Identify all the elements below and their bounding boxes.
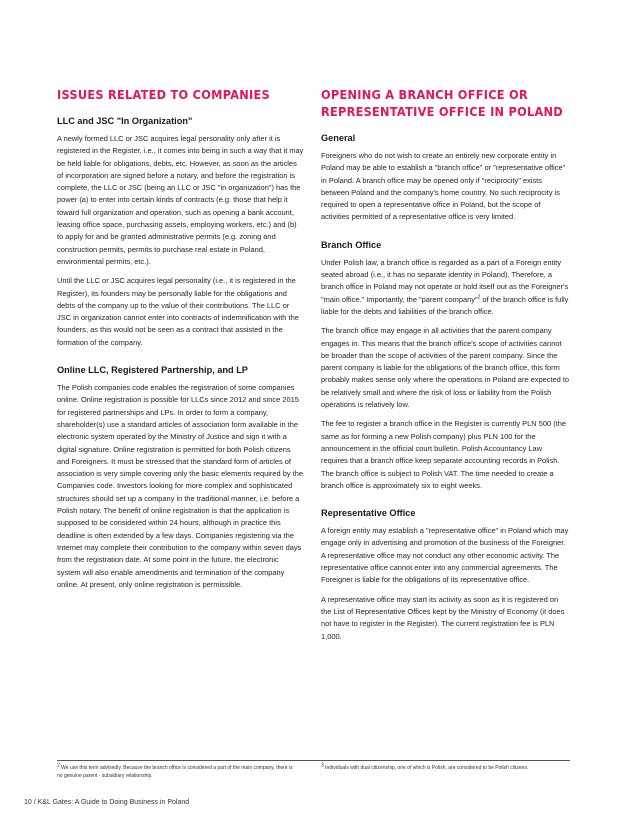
paragraph: Until the LLC or JSC acquires legal personality (i.e., it is registered in the Register), its founders may be personally liable for the obligations and debts of the company up to the value of their contributions. The LLC or JSC in organization cannot enter into contracts of indemnification with the founders, as this would not be seen as a contract that assisted in the formation of the company.: [57, 276, 299, 347]
footnote-right: [321, 762, 561, 773]
subheading-representative-office: Representative Office: [321, 508, 416, 519]
paragraph: [321, 257, 570, 318]
footnote-divider: [57, 760, 570, 761]
paragraph: The fee to register a branch office in the Register is currently PLN 500 (the same as for forming a new Polish company) plus PLN 100 for the announcement in the official court bulletin. Polish Accountancy Law requires that a branch office keep separate accounting records in Polish. The branch office is subject to Polish VAT. The time needed to create a branch office is approximately six to eight weeks.: [321, 419, 567, 490]
right-column: [321, 86, 570, 650]
footnote-number: 2: [57, 762, 60, 769]
paragraph: The Polish companies code enables the registration of some companies online. Online registration is possible for LLCs since 2012 and since 2015 for registered partnerships and LPs. In order to form a company, shareholder(s) use a standard articles of association form available in the electronic system operated by the Ministry of Justice and sign it with a digital signature. Online registration is permitted for both Polish citizens and Foreigners. It must be stressed that the standard form of articles of association is very simple covering only the basic elements required by the Companies code. Investors looking for more complex and sophisticated structures should set up a company in the traditional manner, i.e. before a Polish notary. The benefit of online registration is that the application is supposed to be considered within 24 hours, although in practice this deadline is often extended by a few days. Companies registering via the Internet may complete their contribution to the company within seven days from the registration date. At some point in the future, the electronic system will also enable amendments and termination of the company online. At present, only online registration is permissible.: [57, 383, 303, 589]
footnote-number: 3: [321, 762, 324, 769]
footnote-text: Individuals with dual citizenship, one of which is Polish, are considered to be Polish citizens.: [325, 765, 529, 771]
paragraph: Foreigners who do not wish to create an entirely new corporate entity in Poland may be able to establish a "branch office" or "representative office" in Poland. A branch office may be opened only if "reciprocity" exists between Poland and the company's home country. No such reciprocity is required to open a representative office in Poland, but the scope of activities permitted of a representative office is very limited.: [321, 151, 566, 222]
page-footer: 10 / K&L Gates: A Guide to Doing Business in Poland: [24, 799, 190, 806]
section-heading-branch-office: OPENING A BRANCH OFFICE OR REPRESENTATIVE OFFICE IN POLAND: [321, 87, 563, 119]
subheading-online-llc: Online LLC, Registered Partnership, and LP: [57, 365, 248, 376]
footnote-text: We use this term advisedly. Because the branch office is considered a part of the main company, there is no genuine parent - subsidiary relationship.: [57, 765, 293, 779]
paragraph: A foreign entity may establish a "representative office" in Poland which may engage only in advertising and promotion of the business of the Foreigner. A representative office may not conduct any other economic activity. The representative office cannot enter into any commercial agreements. The Foreigner is liable for the obligations of its representative office.: [321, 526, 569, 585]
subheading-llc-jsc: LLC and JSC "In Organization": [57, 116, 193, 126]
footnote-ref: 2: [477, 294, 481, 301]
footnote-left: [57, 762, 297, 780]
subheading-branch-office: Branch Office: [321, 239, 382, 250]
paragraph-text: Under Polish law, a branch office is regarded as a part of a Foreign entity seated abroad (i.e., it has no separate identity in Poland). Therefore, a branch office in Poland may not operate or hold itself out as the Foreigner's "main office." Importantly, the "parent company": [321, 257, 569, 304]
paragraph: A representative office may start its activity as soon as it is registered on the List of Representative Offices kept by the Ministry of Economy (it does not have to register in the Register). The current registration fee is PLN 1,000.: [321, 594, 565, 641]
left-column: [57, 86, 304, 598]
paragraph: A newly formed LLC or JSC acquires legal personality only after it is registered in the Register, i.e., it comes into being in such a way that it may be held liable for obligations, debts, etc. However, as soon as the articles of incorporation are signed before a notary, and before the registration is complete, the LLC or JSC (being an LLC or JSC "in organization") has the power (a) to enter into certain kinds of contracts (e.g. those that help it toward full organization and operation, such as opening a bank account, leasing office space, purchasing assets, employing workers, etc.) and (b) to apply for and be granted administrative permits (e.g. zoning and construction permits, permits to purchase real estate in Poland, environmental permits, etc.).: [57, 134, 304, 266]
paragraph: The branch office may engage in all activities that the parent company engages in. This means that the branch office's scope of activities cannot be broader than the scope of activities of the parent company. Since the parent company is liable for the obligations of the branch office, this form probably makes sense only where the operations in Poland are expected to be relatively small and where the risk of loss or liability from the Polish operations is relatively low.: [321, 326, 570, 410]
subheading-general: General: [321, 133, 356, 143]
section-heading-companies: ISSUES RELATED TO COMPANIES: [57, 87, 270, 102]
paragraph-text: of the branch office is fully liable for the debts and liabilities of the branch office.: [321, 294, 569, 316]
